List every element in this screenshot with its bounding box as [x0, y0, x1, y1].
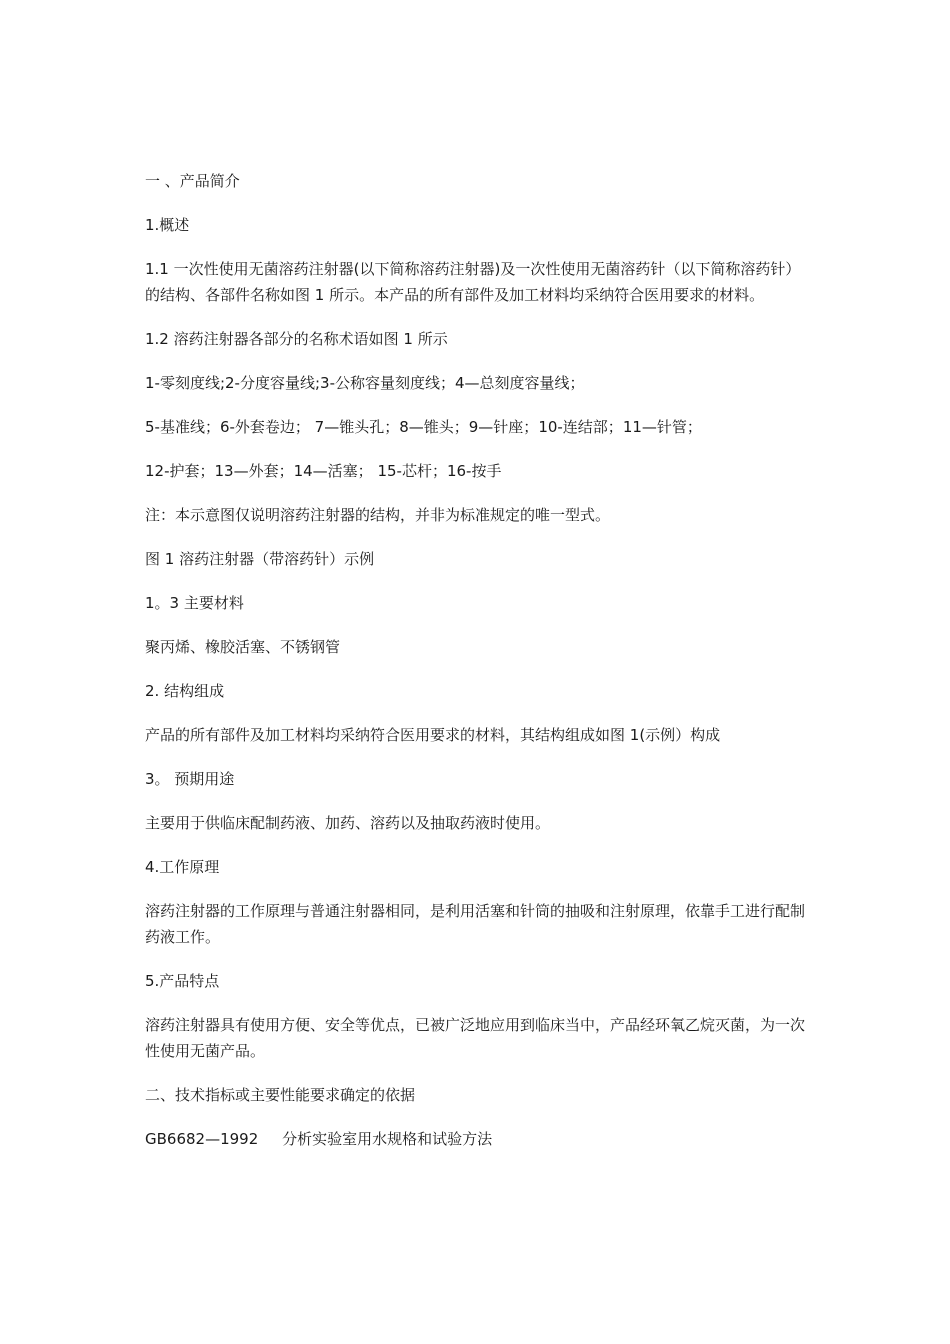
standard-title: 分析实验室用水规格和试验方法	[282, 1130, 493, 1148]
standard-code: GB6682—1992	[145, 1130, 259, 1148]
paragraph-1-2: 1.2 溶药注射器各部分的名称术语如图 1 所示	[145, 330, 448, 348]
paragraph-1-1: 1.1 一次性使用无菌溶药注射器(以下简称溶药注射器)及一次性使用无菌溶药针（以下简称溶药针）的结构、各部件名称如图 1 所示。本产品的所有部件及加工材料均采纳符合医用要求的材料。	[145, 260, 801, 304]
subheading-structure: 2. 结构组成	[145, 682, 225, 700]
materials-list: 聚丙烯、橡胶活塞、不锈钢管	[145, 638, 341, 656]
figure-note: 注：本示意图仅说明溶药注射器的结构，并非为标准规定的唯一型式。	[145, 506, 611, 524]
subheading-product-features: 5.产品特点	[145, 972, 220, 990]
structure-paragraph: 产品的所有部件及加工材料均采纳符合医用要求的材料，其结构组成如图 1(示例）构成	[145, 726, 721, 744]
subheading-main-materials: 1。3 主要材料	[145, 594, 244, 612]
parts-list-line-3: 12-护套；13—外套；14—活塞； 15-芯杆；16-按手	[145, 462, 502, 480]
parts-list-line-2: 5-基准线；6-外套卷边； 7—锥头孔；8—锥头；9—针座；10-连结部；11—针管；	[145, 418, 702, 436]
standard-reference	[145, 1126, 811, 1152]
section-heading-technical-basis: 二、技术指标或主要性能要求确定的依据	[145, 1086, 416, 1104]
figure-caption: 图 1 溶药注射器（带溶药针）示例	[145, 550, 375, 568]
section-heading-product-intro: 一 、产品简介	[145, 172, 240, 190]
subheading-overview: 1.概述	[145, 216, 190, 234]
intended-use-paragraph: 主要用于供临床配制药液、加药、溶药以及抽取药液时使用。	[145, 814, 551, 832]
working-principle-paragraph: 溶药注射器的工作原理与普通注射器相同，是利用活塞和针筒的抽吸和注射原理，依靠手工进行配制药液工作。	[145, 902, 806, 946]
document-body	[145, 168, 811, 1170]
subheading-working-principle: 4.工作原理	[145, 858, 220, 876]
product-features-paragraph: 溶药注射器具有使用方便、安全等优点，已被广泛地应用到临床当中，产品经环氧乙烷灭菌，为一次性使用无菌产品。	[145, 1016, 806, 1060]
subheading-intended-use: 3。 预期用途	[145, 770, 235, 788]
parts-list-line-1: 1-零刻度线;2-分度容量线;3-公称容量刻度线；4—总刻度容量线；	[145, 374, 585, 392]
